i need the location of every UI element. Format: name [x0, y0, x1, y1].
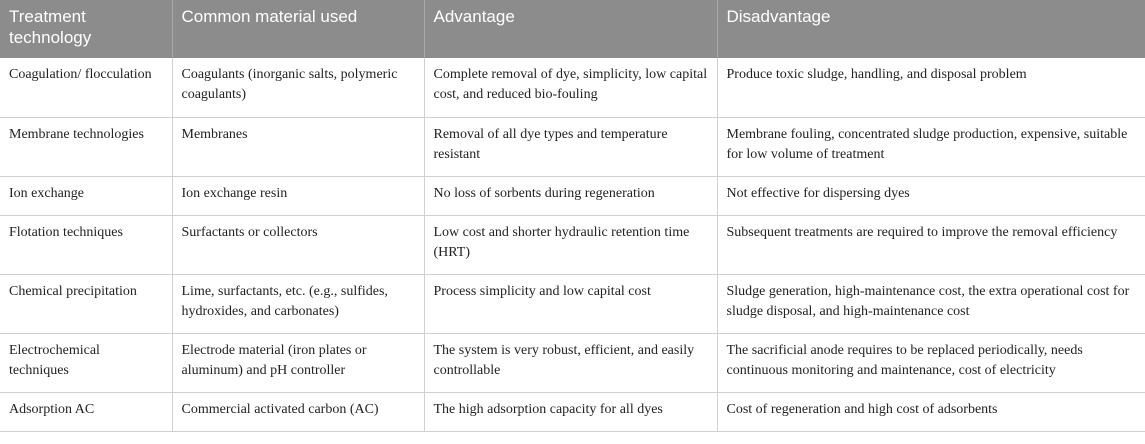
header-row — [0, 0, 1145, 58]
cell-advantage: Process simplicity and low capital cost — [424, 274, 717, 333]
header-common-material: Common material used — [172, 0, 424, 58]
cell-disadvantage: Cost of regeneration and high cost of adsorbents — [717, 392, 1145, 431]
table-row — [0, 117, 1145, 176]
cell-disadvantage: Not effective for dispersing dyes — [717, 176, 1145, 215]
cell-advantage: Complete removal of dye, simplicity, low capital cost, and reduced bio-fouling — [424, 58, 717, 117]
table-row — [0, 176, 1145, 215]
cell-material: Surfactants or collectors — [172, 215, 424, 274]
cell-technology: Membrane technologies — [0, 117, 172, 176]
cell-disadvantage: Membrane fouling, concentrated sludge production, expensive, suitable for low volume of treatment — [717, 117, 1145, 176]
header-advantage: Advantage — [424, 0, 717, 58]
cell-technology: Flotation techniques — [0, 215, 172, 274]
cell-advantage: The high adsorption capacity for all dyes — [424, 392, 717, 431]
cell-material: Lime, surfactants, etc. (e.g., sulfides, hydroxides, and carbonates) — [172, 274, 424, 333]
cell-advantage: Removal of all dye types and temperature resistant — [424, 117, 717, 176]
cell-disadvantage: Produce toxic sludge, handling, and disposal problem — [717, 58, 1145, 117]
cell-advantage: Low cost and shorter hydraulic retention time (HRT) — [424, 215, 717, 274]
cell-disadvantage: Sludge generation, high-maintenance cost, the extra operational cost for sludge disposal, and high-maintenance cost — [717, 274, 1145, 333]
cell-material: Commercial activated carbon (AC) — [172, 392, 424, 431]
cell-technology: Chemical precipitation — [0, 274, 172, 333]
cell-technology: Coagulation/ flocculation — [0, 58, 172, 117]
cell-technology: Adsorption AC — [0, 392, 172, 431]
table-row — [0, 333, 1145, 392]
table-row — [0, 274, 1145, 333]
table-row — [0, 58, 1145, 117]
cell-advantage: No loss of sorbents during regeneration — [424, 176, 717, 215]
cell-technology: Ion exchange — [0, 176, 172, 215]
table-row — [0, 215, 1145, 274]
cell-disadvantage: The sacrificial anode requires to be replaced periodically, needs continuous monitoring and maintenance, cost of electricity — [717, 333, 1145, 392]
cell-material: Ion exchange resin — [172, 176, 424, 215]
table-header — [0, 0, 1145, 58]
cell-advantage: The system is very robust, efficient, and easily controllable — [424, 333, 717, 392]
header-treatment-technology: Treatment technology — [0, 0, 172, 58]
table-row — [0, 392, 1145, 431]
cell-material: Coagulants (inorganic salts, polymeric coagulants) — [172, 58, 424, 117]
header-disadvantage: Disadvantage — [717, 0, 1145, 58]
cell-material: Electrode material (iron plates or aluminum) and pH controller — [172, 333, 424, 392]
table-body — [0, 58, 1145, 431]
cell-disadvantage: Subsequent treatments are required to improve the removal efficiency — [717, 215, 1145, 274]
cell-material: Membranes — [172, 117, 424, 176]
cell-technology: Electrochemical techniques — [0, 333, 172, 392]
